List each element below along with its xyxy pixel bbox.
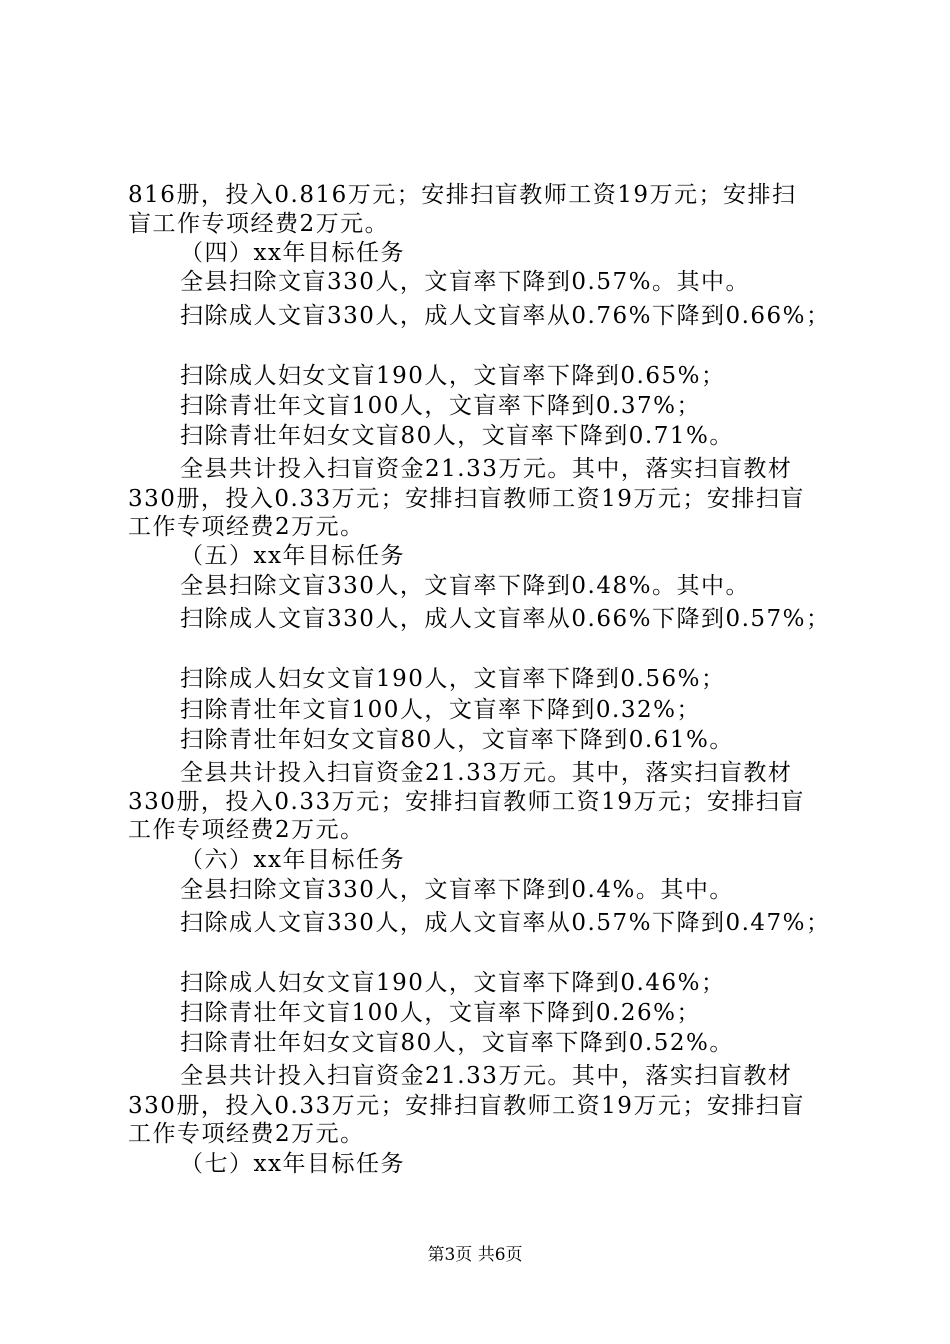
text-line: 330册，投入0.33万元；安排扫盲教师工资19万元；安排扫盲 xyxy=(128,486,805,512)
section-heading: （六）xx年目标任务 xyxy=(180,847,405,873)
section-heading: （四）xx年目标任务 xyxy=(180,240,405,266)
text-line: 全县扫除文盲330人，文盲率下降到0.4%。其中。 xyxy=(180,877,734,903)
text-line: 扫除青壮年文盲100人，文盲率下降到0.26%； xyxy=(180,1000,701,1026)
text-line: 330册，投入0.33万元；安排扫盲教师工资19万元；安排扫盲 xyxy=(128,1093,805,1119)
text-line: 816册，投入0.816万元；安排扫盲教师工资19万元；安排扫 xyxy=(128,182,797,208)
text-line: 全县共计投入扫盲资金21.33万元。其中，落实扫盲教材 xyxy=(180,760,793,786)
text-line: 全县扫除文盲330人，文盲率下降到0.57%。其中。 xyxy=(180,269,750,295)
section-heading: （五）xx年目标任务 xyxy=(180,543,405,569)
text-line: 扫除成人妇女文盲190人，文盲率下降到0.65%； xyxy=(180,363,726,389)
text-line: 工作专项经费2万元。 xyxy=(128,1121,365,1147)
text-line: 扫除成人妇女文盲190人，文盲率下降到0.46%； xyxy=(180,970,726,996)
text-line: 扫除成人文盲330人，成人文盲率从0.57%下降到0.47%； xyxy=(180,910,831,936)
text-line: 工作专项经费2万元。 xyxy=(128,817,365,843)
text-line: 扫除青壮年文盲100人，文盲率下降到0.32%； xyxy=(180,697,701,723)
text-line: 扫除青壮年妇女文盲80人，文盲率下降到0.71%。 xyxy=(180,423,734,449)
text-line: 扫除成人妇女文盲190人，文盲率下降到0.56%； xyxy=(180,666,726,692)
text-line: 扫除青壮年妇女文盲80人，文盲率下降到0.52%。 xyxy=(180,1030,734,1056)
text-line: 扫除成人文盲330人，成人文盲率从0.76%下降到0.66%； xyxy=(180,303,831,329)
text-line: 330册，投入0.33万元；安排扫盲教师工资19万元；安排扫盲 xyxy=(128,789,805,815)
section-heading: （七）xx年目标任务 xyxy=(180,1151,405,1177)
text-line: 扫除青壮年妇女文盲80人，文盲率下降到0.61%。 xyxy=(180,727,734,753)
text-line: 盲工作专项经费2万元。 xyxy=(128,211,390,237)
text-line: 全县共计投入扫盲资金21.33万元。其中，落实扫盲教材 xyxy=(180,456,793,482)
text-line: 全县共计投入扫盲资金21.33万元。其中，落实扫盲教材 xyxy=(180,1063,793,1089)
text-line: 全县扫除文盲330人，文盲率下降到0.48%。其中。 xyxy=(180,573,750,599)
text-line: 工作专项经费2万元。 xyxy=(128,514,365,540)
page-footer: 第3页 共6页 xyxy=(427,1245,523,1265)
text-line: 扫除青壮年文盲100人，文盲率下降到0.37%； xyxy=(180,393,701,419)
text-line: 扫除成人文盲330人，成人文盲率从0.66%下降到0.57%； xyxy=(180,606,831,632)
